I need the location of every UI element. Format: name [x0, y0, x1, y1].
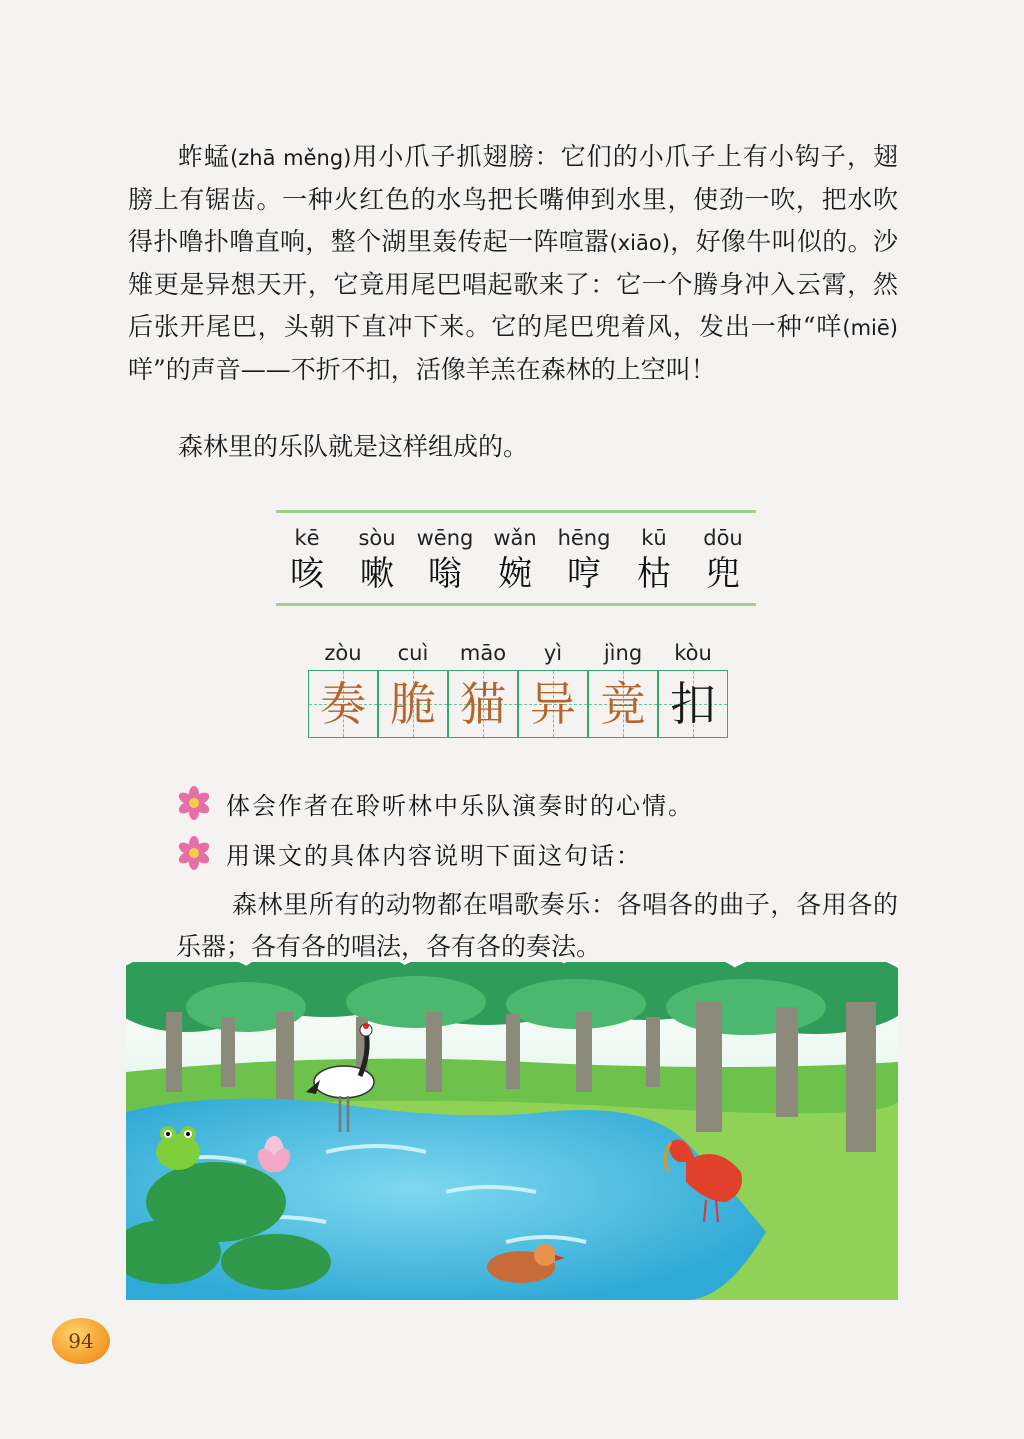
vocab-item: [342, 524, 412, 596]
pinyin: kē: [294, 526, 320, 550]
pinyin-annotation: (zhā měng): [230, 146, 352, 170]
write-item: [308, 638, 378, 731]
character: 兜: [706, 554, 740, 594]
passage-paragraph-1: [128, 136, 898, 391]
grid-cell: [588, 670, 658, 738]
divider: [276, 603, 756, 606]
text-span: 蚱蜢: [178, 142, 231, 171]
character: 哼: [567, 554, 601, 594]
quote-sentence: 森林里所有的动物都在唱歌奏乐：各唱各的曲子，各用各的乐器；各有各的唱法，各有各的奏法。: [176, 890, 898, 961]
exercise-text: 用课文的具体内容说明下面这句话：: [226, 841, 642, 870]
character: 枯: [637, 554, 671, 594]
pinyin-annotation: (xiāo): [609, 231, 670, 255]
write-item: [588, 638, 658, 731]
write-item: [378, 638, 448, 731]
text-span: 咩”的声音——不折不扣，活像羊羔在森林的上空叫！: [128, 355, 716, 384]
pinyin: sòu: [358, 526, 396, 550]
pinyin: hēng: [557, 526, 611, 550]
character: 扣: [670, 677, 716, 731]
text-span: ，好像牛叫似的。沙雉更是异想天开，它竟用尾巴唱起歌来了：它一个腾身冲入云霄，然后张开尾巴，头朝下直冲下来。它的尾巴兜着风，发出一种“咩: [128, 227, 898, 341]
write-item: [518, 638, 588, 731]
vocab-item: [272, 524, 342, 596]
vocab-item: [619, 524, 689, 596]
grid-cell: [308, 670, 378, 738]
pinyin-annotation: (miē): [842, 316, 898, 340]
character: 嗡: [428, 554, 462, 594]
passage-paragraph-2: 森林里的乐队就是这样组成的。: [178, 432, 529, 461]
divider: [276, 510, 756, 513]
vocab-recognize-box: [276, 510, 756, 606]
character: 奏: [320, 677, 366, 731]
page-number-badge: 94: [52, 1318, 110, 1364]
grid-cell: [518, 670, 588, 738]
pinyin: cuì: [397, 641, 429, 665]
write-item: [448, 638, 518, 731]
pinyin: dōu: [703, 526, 743, 550]
vocab-item: [410, 524, 480, 596]
flower-bullet-icon: [176, 785, 212, 821]
pinyin: kū: [641, 526, 667, 550]
character: 咳: [290, 554, 324, 594]
vocab-item: [480, 524, 550, 596]
flower-bullet-icon: [176, 835, 212, 871]
grid-cell: [378, 670, 448, 738]
exercise-item: [176, 786, 694, 820]
grid-cell: [658, 670, 728, 738]
character: 嗽: [360, 554, 394, 594]
pinyin: wēng: [416, 526, 474, 550]
pinyin: jìng: [603, 641, 643, 665]
vocab-item: [549, 524, 619, 596]
character: 竟: [600, 677, 646, 731]
forest-lake-illustration: [126, 962, 898, 1300]
character: 异: [530, 677, 576, 731]
write-item: [658, 638, 728, 731]
grid-cell: [448, 670, 518, 738]
character: 婉: [498, 554, 532, 594]
exercise-text: 体会作者在聆听林中乐队演奏时的心情。: [226, 791, 694, 820]
pinyin: kòu: [674, 641, 712, 665]
pinyin: wǎn: [493, 526, 537, 550]
text-span: 用小爪子抓翅膀：它们的小爪子上有小钩子，翅膀上有锯齿。一种火红色的水鸟把长嘴伸到水里，使劲一吹，把水吹得扑噜扑噜直响，整个湖里轰传起一阵喧嚣: [128, 142, 898, 256]
exercise-item: [176, 836, 642, 870]
character: 脆: [390, 677, 436, 731]
pinyin: yì: [543, 641, 563, 665]
character: 猫: [460, 677, 506, 731]
pinyin: zòu: [324, 641, 362, 665]
pinyin: māo: [459, 641, 507, 665]
vocab-item: [688, 524, 758, 596]
